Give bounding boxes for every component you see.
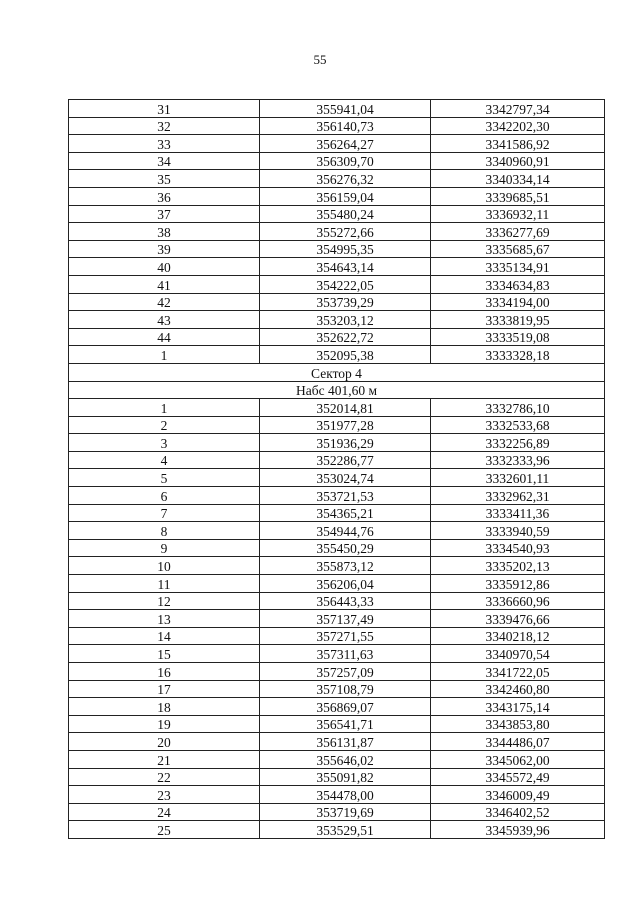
point-number-cell: 19: [69, 715, 260, 733]
y-coordinate-cell: 3342202,30: [431, 117, 605, 135]
point-number-cell: 23: [69, 786, 260, 804]
y-coordinate-cell: 3333519,08: [431, 328, 605, 346]
y-coordinate-cell: 3341586,92: [431, 135, 605, 153]
table-row: [69, 328, 605, 346]
x-coordinate-cell: 352622,72: [260, 328, 431, 346]
y-coordinate-cell: 3333940,59: [431, 522, 605, 540]
x-coordinate-cell: 357257,09: [260, 663, 431, 681]
point-number-cell: 42: [69, 293, 260, 311]
sector-height: Набс 401,60 м: [69, 381, 605, 399]
y-coordinate-cell: 3334634,83: [431, 275, 605, 293]
y-coordinate-cell: 3340218,12: [431, 627, 605, 645]
table-row: [69, 240, 605, 258]
y-coordinate-cell: 3336660,96: [431, 592, 605, 610]
y-coordinate-cell: 3335912,86: [431, 575, 605, 593]
x-coordinate-cell: 356276,32: [260, 170, 431, 188]
table-row: [69, 187, 605, 205]
x-coordinate-cell: 353739,29: [260, 293, 431, 311]
point-number-cell: 36: [69, 187, 260, 205]
y-coordinate-cell: 3334540,93: [431, 539, 605, 557]
point-number-cell: 34: [69, 152, 260, 170]
x-coordinate-cell: 354643,14: [260, 258, 431, 276]
table-row: [69, 803, 605, 821]
y-coordinate-cell: 3344486,07: [431, 733, 605, 751]
sector-title: Сектор 4: [69, 363, 605, 381]
point-number-cell: 44: [69, 328, 260, 346]
table-row: [69, 733, 605, 751]
sector-height-row: [69, 381, 605, 399]
y-coordinate-cell: 3335134,91: [431, 258, 605, 276]
table-row: [69, 135, 605, 153]
point-number-cell: 35: [69, 170, 260, 188]
x-coordinate-cell: 353721,53: [260, 487, 431, 505]
x-coordinate-cell: 356131,87: [260, 733, 431, 751]
x-coordinate-cell: 355873,12: [260, 557, 431, 575]
table-row: [69, 399, 605, 417]
point-number-cell: 24: [69, 803, 260, 821]
x-coordinate-cell: 353529,51: [260, 821, 431, 839]
x-coordinate-cell: 356206,04: [260, 575, 431, 593]
point-number-cell: 12: [69, 592, 260, 610]
table-row: [69, 750, 605, 768]
table-row: [69, 698, 605, 716]
y-coordinate-cell: 3333411,36: [431, 504, 605, 522]
point-number-cell: 31: [69, 100, 260, 118]
y-coordinate-cell: 3333328,18: [431, 346, 605, 364]
y-coordinate-cell: 3346402,52: [431, 803, 605, 821]
table-row: [69, 575, 605, 593]
point-number-cell: 38: [69, 223, 260, 241]
y-coordinate-cell: 3339685,51: [431, 187, 605, 205]
table-row: [69, 223, 605, 241]
table-row: [69, 680, 605, 698]
point-number-cell: 25: [69, 821, 260, 839]
point-number-cell: 33: [69, 135, 260, 153]
table-row: [69, 293, 605, 311]
y-coordinate-cell: 3340960,91: [431, 152, 605, 170]
y-coordinate-cell: 3332601,11: [431, 469, 605, 487]
y-coordinate-cell: 3342797,34: [431, 100, 605, 118]
table-row: [69, 522, 605, 540]
x-coordinate-cell: 355480,24: [260, 205, 431, 223]
table-row: [69, 434, 605, 452]
y-coordinate-cell: 3343175,14: [431, 698, 605, 716]
table-row: [69, 451, 605, 469]
x-coordinate-cell: 356140,73: [260, 117, 431, 135]
table-row: [69, 627, 605, 645]
table-row: [69, 557, 605, 575]
x-coordinate-cell: 354478,00: [260, 786, 431, 804]
y-coordinate-cell: 3341722,05: [431, 663, 605, 681]
table-row: [69, 786, 605, 804]
x-coordinate-cell: 355272,66: [260, 223, 431, 241]
x-coordinate-cell: 356309,70: [260, 152, 431, 170]
table-row: [69, 715, 605, 733]
x-coordinate-cell: 355941,04: [260, 100, 431, 118]
x-coordinate-cell: 357311,63: [260, 645, 431, 663]
table-row: [69, 152, 605, 170]
point-number-cell: 1: [69, 346, 260, 364]
x-coordinate-cell: 356869,07: [260, 698, 431, 716]
point-number-cell: 13: [69, 610, 260, 628]
y-coordinate-cell: 3332786,10: [431, 399, 605, 417]
x-coordinate-cell: 351977,28: [260, 416, 431, 434]
y-coordinate-cell: 3343853,80: [431, 715, 605, 733]
point-number-cell: 15: [69, 645, 260, 663]
x-coordinate-cell: 355091,82: [260, 768, 431, 786]
y-coordinate-cell: 3335202,13: [431, 557, 605, 575]
table-row: [69, 170, 605, 188]
y-coordinate-cell: 3342460,80: [431, 680, 605, 698]
x-coordinate-cell: 351936,29: [260, 434, 431, 452]
x-coordinate-cell: 356159,04: [260, 187, 431, 205]
x-coordinate-cell: 355450,29: [260, 539, 431, 557]
point-number-cell: 16: [69, 663, 260, 681]
table-row: [69, 663, 605, 681]
y-coordinate-cell: 3335685,67: [431, 240, 605, 258]
point-number-cell: 14: [69, 627, 260, 645]
table-row: [69, 610, 605, 628]
x-coordinate-cell: 354944,76: [260, 522, 431, 540]
rows-top-body: [69, 100, 605, 364]
y-coordinate-cell: 3332256,89: [431, 434, 605, 452]
table-row: [69, 275, 605, 293]
table-row: [69, 117, 605, 135]
x-coordinate-cell: 356443,33: [260, 592, 431, 610]
table-row: [69, 539, 605, 557]
table-row: [69, 205, 605, 223]
point-number-cell: 40: [69, 258, 260, 276]
y-coordinate-cell: 3345939,96: [431, 821, 605, 839]
x-coordinate-cell: 354222,05: [260, 275, 431, 293]
y-coordinate-cell: 3336277,69: [431, 223, 605, 241]
x-coordinate-cell: 353024,74: [260, 469, 431, 487]
point-number-cell: 41: [69, 275, 260, 293]
point-number-cell: 20: [69, 733, 260, 751]
y-coordinate-cell: 3340970,54: [431, 645, 605, 663]
table-row: [69, 258, 605, 276]
y-coordinate-cell: 3334194,00: [431, 293, 605, 311]
y-coordinate-cell: 3345572,49: [431, 768, 605, 786]
x-coordinate-cell: 352014,81: [260, 399, 431, 417]
point-number-cell: 5: [69, 469, 260, 487]
x-coordinate-cell: 352095,38: [260, 346, 431, 364]
point-number-cell: 3: [69, 434, 260, 452]
y-coordinate-cell: 3339476,66: [431, 610, 605, 628]
point-number-cell: 6: [69, 487, 260, 505]
point-number-cell: 1: [69, 399, 260, 417]
point-number-cell: 22: [69, 768, 260, 786]
y-coordinate-cell: 3346009,49: [431, 786, 605, 804]
table-row: [69, 469, 605, 487]
table-row: [69, 768, 605, 786]
table-row: [69, 346, 605, 364]
y-coordinate-cell: 3332333,96: [431, 451, 605, 469]
point-number-cell: 10: [69, 557, 260, 575]
coordinates-table: [68, 99, 605, 839]
point-number-cell: 37: [69, 205, 260, 223]
table-row: [69, 416, 605, 434]
table-row: [69, 311, 605, 329]
table-row: [69, 821, 605, 839]
y-coordinate-cell: 3345062,00: [431, 750, 605, 768]
point-number-cell: 18: [69, 698, 260, 716]
y-coordinate-cell: 3336932,11: [431, 205, 605, 223]
rows-sector-body: [69, 399, 605, 839]
table-row: [69, 645, 605, 663]
x-coordinate-cell: 357271,55: [260, 627, 431, 645]
y-coordinate-cell: 3332533,68: [431, 416, 605, 434]
x-coordinate-cell: 354365,21: [260, 504, 431, 522]
x-coordinate-cell: 352286,77: [260, 451, 431, 469]
table-row: [69, 487, 605, 505]
point-number-cell: 21: [69, 750, 260, 768]
sector-header-body: [69, 363, 605, 398]
x-coordinate-cell: 357137,49: [260, 610, 431, 628]
x-coordinate-cell: 354995,35: [260, 240, 431, 258]
point-number-cell: 17: [69, 680, 260, 698]
x-coordinate-cell: 353203,12: [260, 311, 431, 329]
x-coordinate-cell: 356264,27: [260, 135, 431, 153]
point-number-cell: 4: [69, 451, 260, 469]
point-number-cell: 11: [69, 575, 260, 593]
page-number: 55: [313, 52, 327, 67]
table-row: [69, 100, 605, 118]
point-number-cell: 39: [69, 240, 260, 258]
point-number-cell: 32: [69, 117, 260, 135]
x-coordinate-cell: 353719,69: [260, 803, 431, 821]
y-coordinate-cell: 3332962,31: [431, 487, 605, 505]
table-row: [69, 592, 605, 610]
point-number-cell: 8: [69, 522, 260, 540]
x-coordinate-cell: 356541,71: [260, 715, 431, 733]
table-row: [69, 504, 605, 522]
x-coordinate-cell: 357108,79: [260, 680, 431, 698]
x-coordinate-cell: 355646,02: [260, 750, 431, 768]
sector-title-row: [69, 363, 605, 381]
y-coordinate-cell: 3333819,95: [431, 311, 605, 329]
point-number-cell: 2: [69, 416, 260, 434]
point-number-cell: 9: [69, 539, 260, 557]
point-number-cell: 7: [69, 504, 260, 522]
y-coordinate-cell: 3340334,14: [431, 170, 605, 188]
point-number-cell: 43: [69, 311, 260, 329]
